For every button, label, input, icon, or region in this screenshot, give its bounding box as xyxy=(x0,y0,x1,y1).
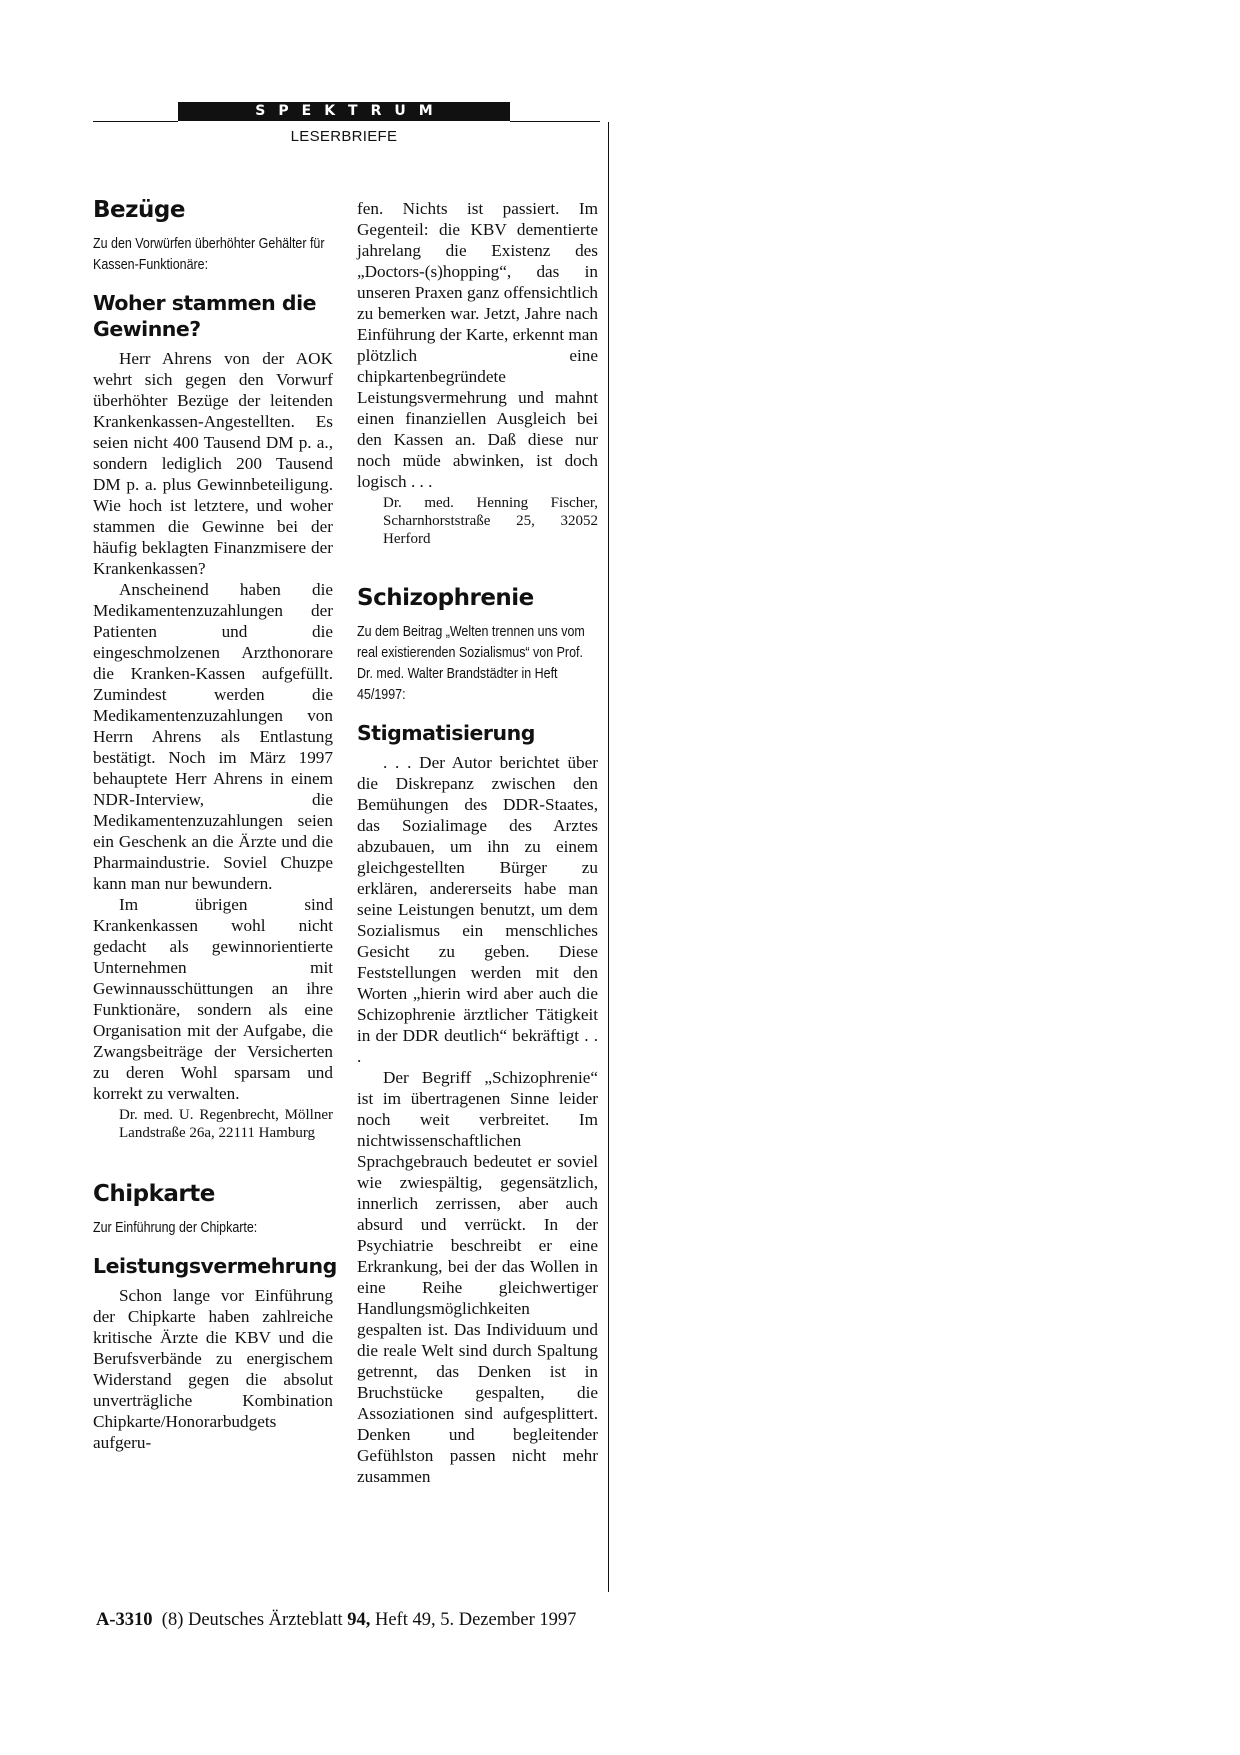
volume: 94, xyxy=(347,1610,371,1630)
letter-body xyxy=(93,348,333,1104)
letter-headline: Leistungsvermehrung xyxy=(93,1254,337,1278)
section-title: SPEKTRUM xyxy=(255,103,446,119)
header-rule xyxy=(510,121,600,122)
paragraph: Schon lange vor Einführung der Chipkarte haben zahlreiche kritische Ärzte die KBV und die Berufsverbände zu energischem Widerstand gegen die absolut unverträgliche Kombination Chipkarte/Honorarbudgets aufgeru- xyxy=(93,1286,333,1452)
letter-body xyxy=(357,198,598,492)
letter-body xyxy=(93,1285,333,1453)
letter-topic: Chipkarte xyxy=(93,1181,215,1207)
right-column xyxy=(357,198,598,1487)
issue-date: Heft 49, 5. Dezember 1997 xyxy=(374,1610,577,1630)
journal-name: Deutsches Ärzteblatt xyxy=(187,1610,343,1630)
left-column xyxy=(93,196,337,1453)
paragraph: fen. Nichts ist passiert. Im Gegenteil: die KBV dementierte jahrelang die Existenz des „Doctors-(s)hopping“, das in unseren Praxen ganz offensichtlich zu bemerken war. Jetzt, Jahre nach Einführung der Karte, erkennt man plötzlich eine chipkartenbegründete Leistungsvermehrung und mahnt einen finanziellen Ausgleich bei den Kassen an. Daß diese nur noch müde abwinken, ist doch logisch . . . xyxy=(357,199,599,491)
paragraph: Herr Ahrens von der AOK wehrt sich gegen den Vorwurf überhöhter Bezüge der leitenden Krankenkassen-Angestellten. Es seien nicht 400 Tausend DM p. a., sondern lediglich 200 Tausend DM p. a. plus Gewinnbeteiligung. Wie hoch ist letztere, und woher stammen die Gewinne bei der häufig beklagten Finanzmisere der Krankenkassen? xyxy=(93,349,333,578)
subsection-title: LESERBRIEFE xyxy=(290,128,398,145)
letter-reference: Zu den Vorwürfen überhöhter Gehälter für Kassen-Funktionäre: xyxy=(93,236,325,273)
paragraph: Im übrigen sind Krankenkassen wohl nicht gedacht als gewinnorientierte Unternehmen mit Gewinnausschüttungen an ihre Funktionäre, sondern als eine Organisation mit der Aufgabe, die Zwangsbeiträge der Versicherten zu deren Wohl sparsam und korrekt zu verwalten. xyxy=(93,895,333,1103)
page-footer xyxy=(96,1610,576,1631)
paragraph: . . . Der Autor berichtet über die Diskrepanz zwischen den Bemühungen des DDR-Staates, das Sozialimage des Arztes abzubauen, um ihn zu einem gleichgestellten Bürger zu erklären, andererseits habe man seine Leistungen benutzt, um dem Sozialismus ein menschliches Gesicht zu geben. Diese Feststellungen werden mit den Worten „hierin wird aber auch die Schizophrenie ärztlicher Tätigkeit in der DDR deutlich“ bekräftigt . . . xyxy=(357,753,598,1066)
letter-headline: Woher stammen die Gewinne? xyxy=(93,291,317,341)
letter-topic: Bezüge xyxy=(93,197,185,223)
paragraph: Anscheinend haben die Medikamentenzuzahlungen der Patienten und die eingeschmolzenen Arzthonorare die Kranken-Kassen aufgefüllt. Zumindest werden die Medikamentenzuzahlungen von Herrn Ahrens als Entlastung bestätigt. Noch im März 1997 behauptete Herr Ahrens in einem NDR-Interview, die Medikamentenzuzahlungen seien ein Geschenk an die Ärzte und die Pharmaindustrie. Soviel Chuzpe kann man nur bewundern. xyxy=(93,580,333,893)
letter-reference: Zu dem Beitrag „Welten trennen uns vom real existierenden Sozialismus“ von Prof. Dr. med. Walter Brandstädter in Heft 45/1997: xyxy=(357,624,585,703)
paragraph: Der Begriff „Schizophrenie“ ist im übertragenen Sinne leider noch weit verbreitet. Im nichtwissenschaftlichen Sprachgebrauch bedeutet er soviel wie zwiespältig, gegensätzlich, innerlich zerrissen, aber auch absurd und verrückt. In der Psychiatrie beschreibt er eine Erkrankung, bei der das Wollen in eine Reihe gleichwertiger Handlungsmöglichkeiten gespalten ist. Das Individuum und die reale Welt sind durch Spaltung getrennt, das Denken ist in Bruchstücke gespalten, die Assoziationen sind aufgesplittert. Denken und begleitender Gefühlston passen nicht mehr zusammen xyxy=(357,1068,598,1486)
letter-topic: Schizophrenie xyxy=(357,585,534,611)
letter-body xyxy=(357,752,598,1487)
page-code: A-3310 xyxy=(96,1610,153,1630)
column-divider xyxy=(608,122,609,1592)
header-rule xyxy=(93,121,178,122)
letter-headline: Stigmatisierung xyxy=(357,721,535,745)
letter-reference: Zur Einführung der Chipkarte: xyxy=(93,1220,258,1236)
section-banner xyxy=(178,102,510,121)
page-number: (8) xyxy=(161,1610,184,1630)
letter-signature: Dr. med. Henning Fischer, Scharnhorststraße 25, 32052 Herford xyxy=(383,495,598,547)
letter-signature: Dr. med. U. Regenbrecht, Möllner Landstraße 26a, 22111 Hamburg xyxy=(119,1107,333,1141)
